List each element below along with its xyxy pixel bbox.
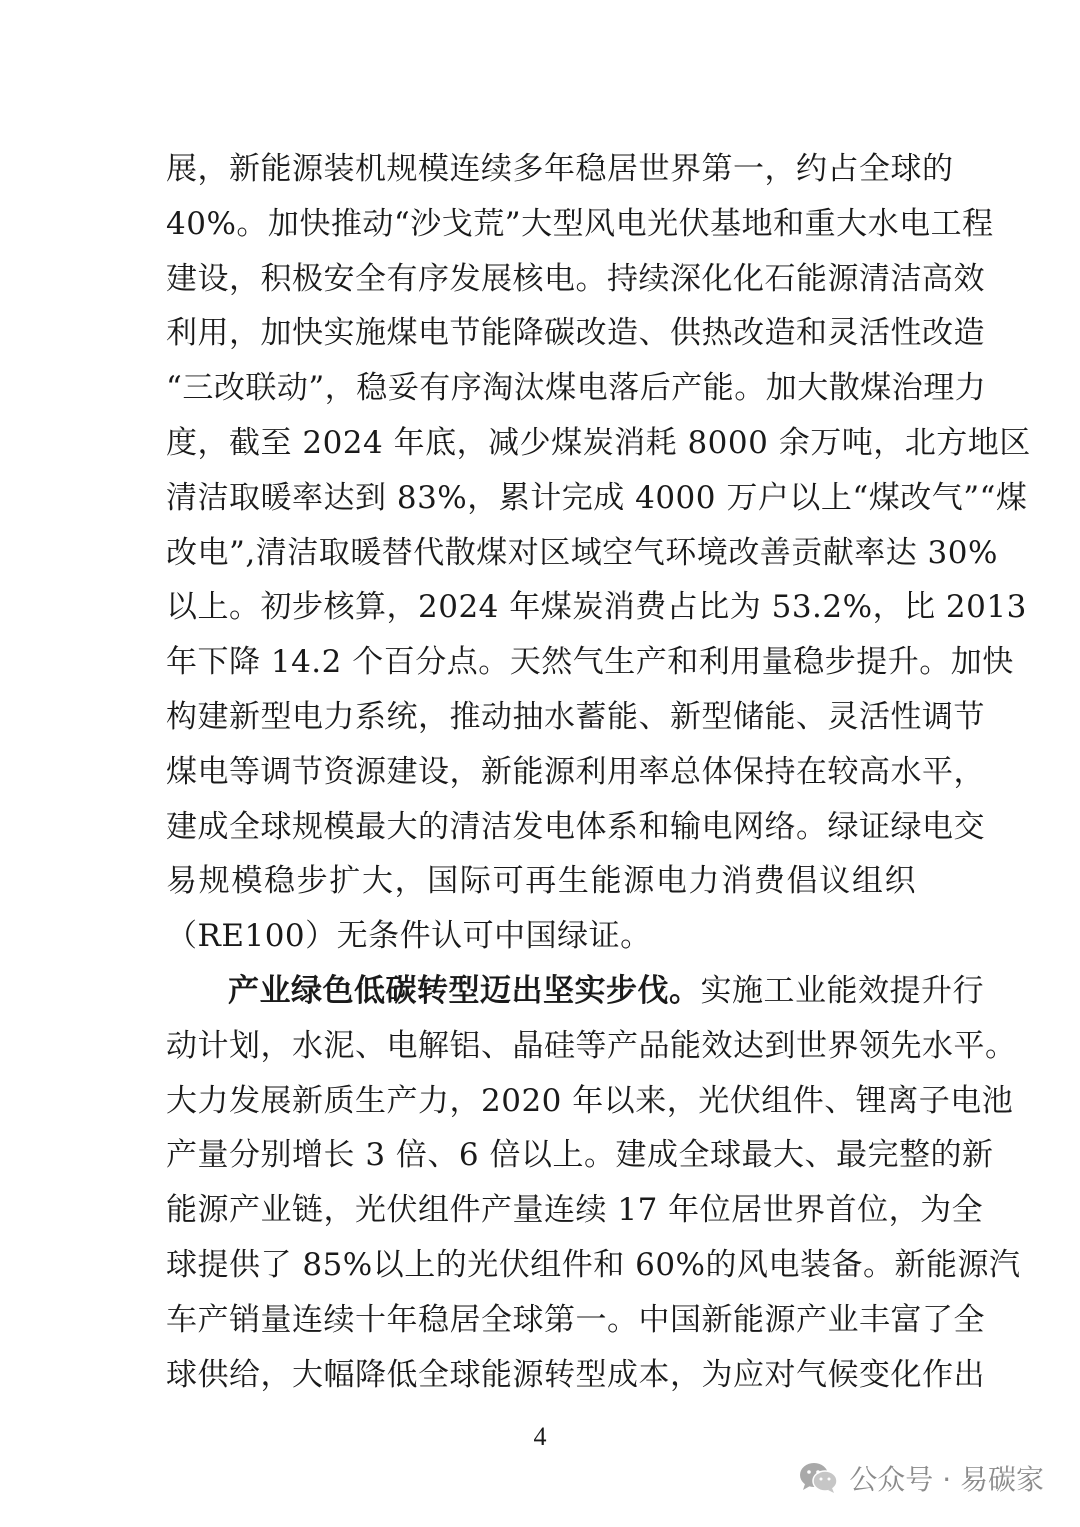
text-line: “三改联动”，稳妥有序淘汰煤电落后产能。加大散煤治理力 xyxy=(166,370,987,407)
text-span: 实施工业能效提升行 xyxy=(700,972,984,1009)
text-line: 球提供了 85%以上的光伏组件和 60%的风电装备。新能源汽 xyxy=(166,1246,1021,1283)
text-line: 以上。初步核算，2024 年煤炭消费占比为 53.2%，比 2013 xyxy=(166,589,1027,626)
text-line: 展，新能源装机规模连续多年稳居世界第一，约占全球的 xyxy=(166,151,954,187)
text-line: 易规模稳步扩大，国际可再生能源电力消费倡议组织 xyxy=(166,863,916,900)
text-line: 清洁取暖率达到 83%，累计完成 4000 万户以上“煤改气”“煤 xyxy=(166,479,1028,516)
text-line: 车产销量连续十年稳居全球第一。中国新能源产业丰富了全 xyxy=(166,1301,985,1338)
page-number: 4 xyxy=(533,1422,547,1451)
text-line: 构建新型电力系统，推动抽水蓄能、新型储能、灵活性调节 xyxy=(166,698,985,735)
paragraph-2-first-line xyxy=(166,964,984,1019)
watermark-text: 公众号 · 易碳家 xyxy=(849,1463,1044,1496)
text-line: 动计划，水泥、电解铝、晶硅等产品能效达到世界领先水平。 xyxy=(166,1027,1017,1064)
text-line: 建成全球规模最大的清洁发电体系和输电网络。绿证绿电交 xyxy=(166,808,985,845)
text-line: 煤电等调节资源建设，新能源利用率总体保持在较高水平， xyxy=(166,753,985,790)
text-line: 改电”,清洁取暖替代散煤对区域空气环境改善贡献率达 30% xyxy=(166,534,998,571)
document-body xyxy=(166,142,1031,1402)
text-line: 度，截至 2024 年底，减少煤炭消耗 8000 余万吨，北方地区 xyxy=(166,424,1031,461)
text-line: 能源产业链，光伏组件产量连续 17 年位居世界首位，为全 xyxy=(166,1192,984,1229)
text-line: 大力发展新质生产力，2020 年以来，光伏组件、锂离子电池 xyxy=(166,1082,1014,1119)
text-line: 利用，加快实施煤电节能降碳改造、供热改造和灵活性改造 xyxy=(166,315,985,352)
text-line: 建设，积极安全有序发展核电。持续深化化石能源清洁高效 xyxy=(166,260,985,297)
text-line: （RE100）无条件认可中国绿证。 xyxy=(166,918,652,955)
text-line: 40%。加快推动“沙戈荒”大型风电光伏基地和重大水电工程 xyxy=(166,205,994,242)
wechat-icon xyxy=(799,1461,839,1495)
text-line: 年下降 14.2 个百分点。天然气生产和利用量稳步提升。加快 xyxy=(166,644,1014,681)
watermark xyxy=(799,1458,1044,1498)
paragraph-heading: 产业绿色低碳转型迈出坚实步伐。 xyxy=(228,972,701,1009)
text-line: 产量分别增长 3 倍、6 倍以上。建成全球最大、最完整的新 xyxy=(166,1137,994,1174)
text-line: 球供给，大幅降低全球能源转型成本，为应对气候变化作出 xyxy=(166,1356,985,1393)
